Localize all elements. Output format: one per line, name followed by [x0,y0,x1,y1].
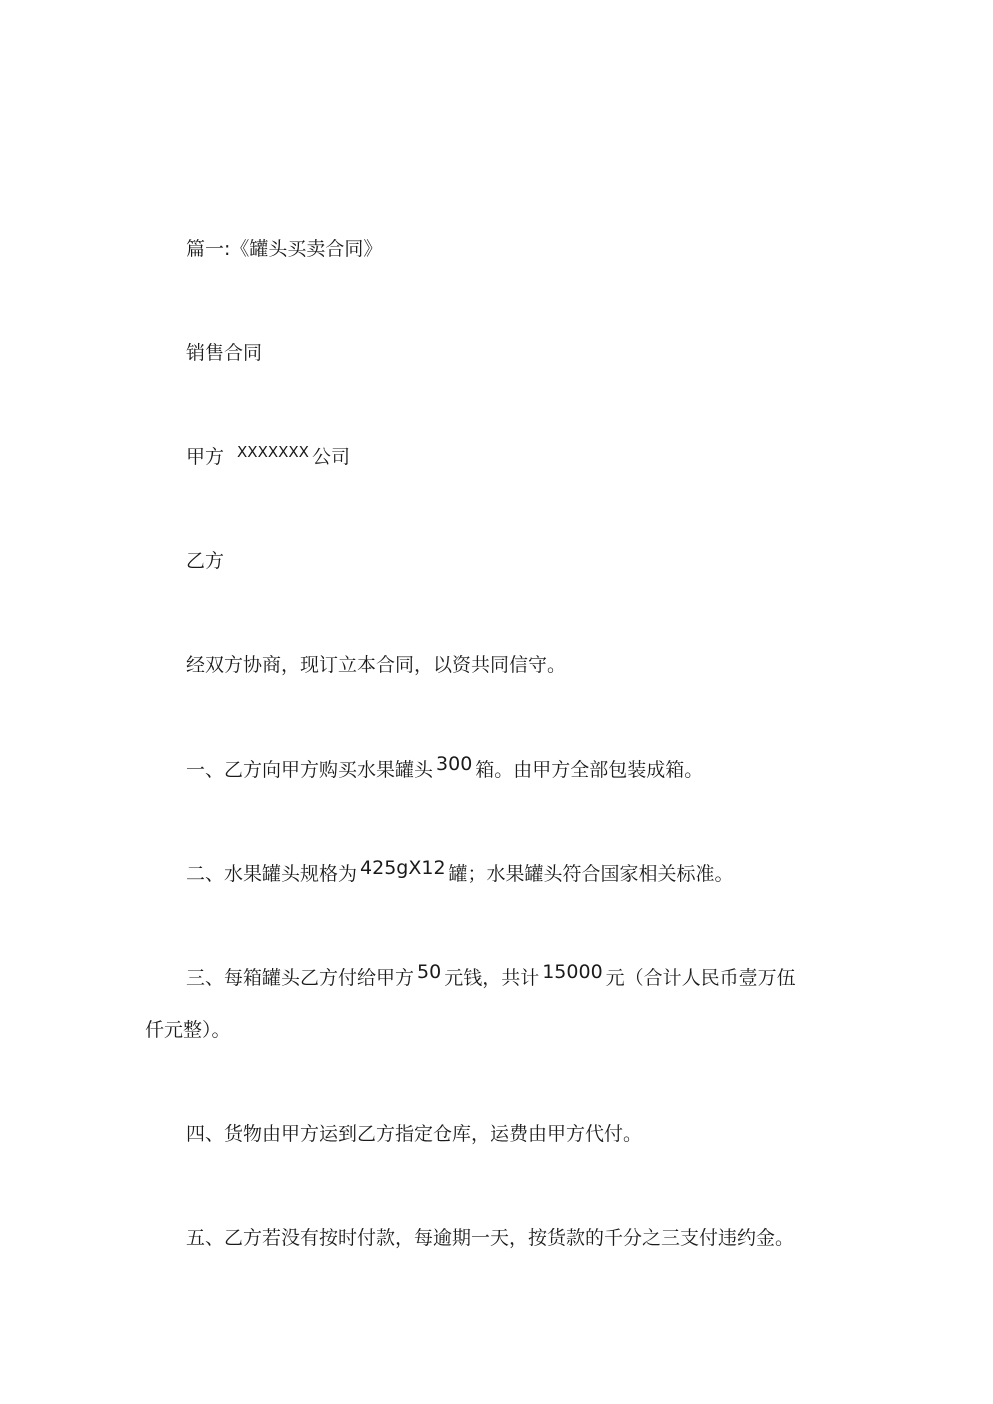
clause-1-pre: 一、乙方向甲方购买水果罐头 [186,759,434,781]
clause-1-quantity: 300 [436,753,473,775]
clause-3-pre: 三、每箱罐头乙方付给甲方 [186,967,415,989]
clause-3-mid: 元钱，共计 [444,967,540,989]
contract-title-text: 销售合同 [186,342,263,364]
party-a-line [186,444,350,471]
party-a-name: XXXXXXX [237,443,309,461]
clause-4 [186,1121,642,1147]
preamble [186,652,566,678]
preamble-text: 经双方协商，现订立本合同，以资共同信守。 [186,654,567,676]
party-a-suffix: 公司 [311,446,350,468]
party-b-label: 乙方 [186,550,225,572]
clause-4-text: 四、货物由甲方运到乙方指定仓库，运费由甲方代付。 [186,1123,643,1145]
clause-1 [186,753,704,783]
clause-1-post: 箱。由甲方全部包装成箱。 [475,759,704,781]
document-heading [186,236,382,262]
clause-3-continued [145,1017,231,1043]
party-b-line [186,548,224,574]
clause-3-cont: 仟元整）。 [145,1019,231,1041]
clause-2 [186,857,734,887]
clause-2-post: 罐；水果罐头符合国家相关标准。 [448,863,734,885]
clause-2-pre: 二、水果罐头规格为 [186,863,358,885]
party-a-label: 甲方 [186,446,225,468]
contract-title [186,340,262,366]
clause-5-text: 五、乙方若没有按时付款，每逾期一天，按货款的千分之三支付违约金。 [186,1227,795,1249]
clause-5 [186,1225,794,1251]
clause-3-unit-price: 50 [417,961,442,983]
clause-3 [186,961,796,991]
clause-3-post: 元（合计人民币壹万伍 [605,967,796,989]
clause-2-spec: 425gX12 [360,857,446,879]
clause-3-total: 15000 [542,961,603,983]
heading-text: 篇一:《罐头买卖合同》 [186,238,383,260]
